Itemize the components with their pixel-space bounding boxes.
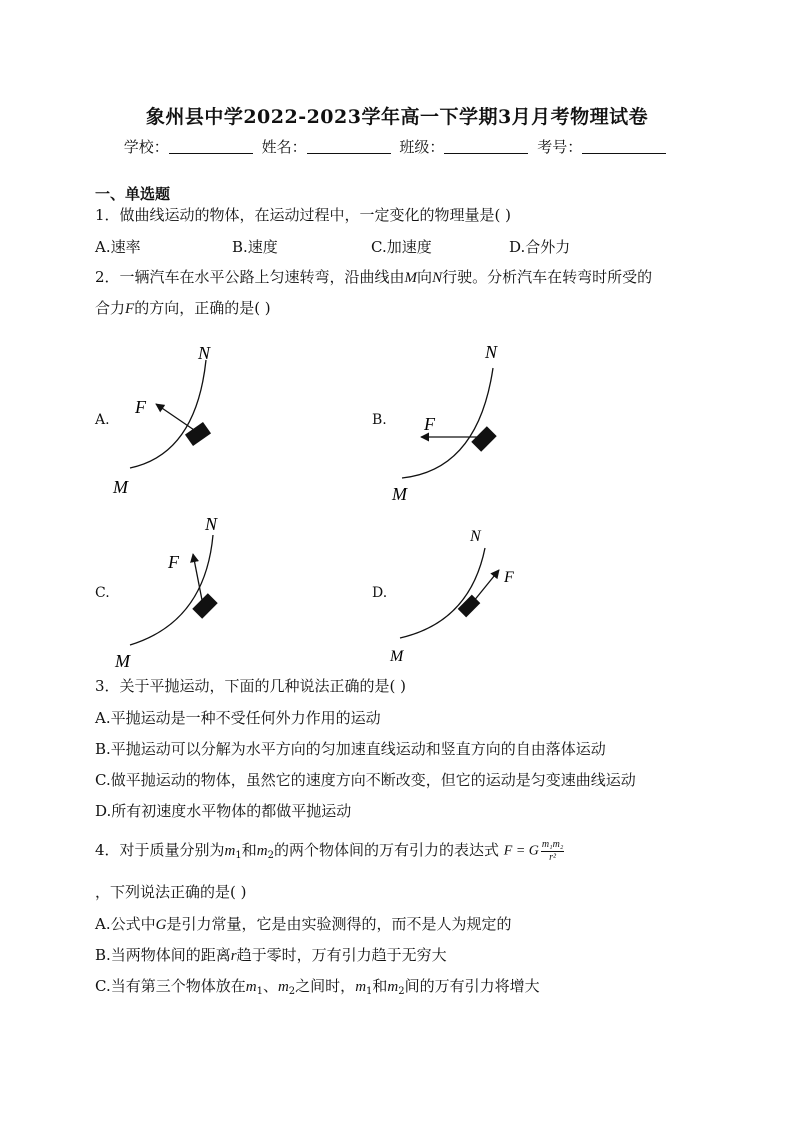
q1-option-c[interactable]: C.加速度 — [371, 238, 432, 256]
class-label: 班级： — [399, 138, 445, 156]
figure-label-b[interactable]: B. — [372, 412, 387, 428]
q3-option-d[interactable]: D.所有初速度水平物体的都做平抛运动 — [95, 802, 352, 820]
q1-option-a[interactable]: A.速率 — [95, 238, 141, 256]
gravitation-formula: F = G $\frac{\text{m₁m₂}}{\text{r²}}$ — [503, 838, 564, 863]
q4-option-a[interactable]: A.公式中G是引力常量，它是由实验测得的，而不是人为规定的 — [95, 915, 512, 933]
label-n-d: N — [470, 528, 481, 545]
exam-title: 象州县中学2022-2023学年高一下学期3月月考物理试卷 — [145, 106, 649, 128]
label-f-b: F — [424, 414, 435, 434]
q3-option-c[interactable]: C.做平抛运动的物体，虽然它的速度方向不断改变，但它的运动是匀变速曲线运动 — [95, 771, 636, 789]
q1-option-d[interactable]: D.合外力 — [509, 238, 571, 256]
section-heading: 一、单选题 — [95, 185, 171, 203]
figure-b — [391, 342, 498, 504]
q3-option-a[interactable]: A.平抛运动是一种不受任何外力作用的运动 — [95, 709, 381, 727]
q3-stem: 3．关于平抛运动，下面的几种说法正确的是( ) — [95, 677, 407, 695]
figure-label-a[interactable]: A. — [95, 412, 110, 428]
q1-stem: 1．做曲线运动的物体，在运动过程中，一定变化的物理量是( ) — [95, 206, 512, 224]
q4-stem-line2: ，下列说法正确的是( ) — [95, 883, 247, 901]
curve-d — [400, 548, 485, 638]
number-label: 考号： — [537, 138, 583, 156]
label-m-b: M — [392, 484, 407, 504]
figure-a — [112, 343, 211, 497]
name-label: 姓名： — [261, 138, 307, 156]
q3-option-b[interactable]: B.平抛运动可以分解为水平方向的匀加速直线运动和竖直方向的自由落体运动 — [95, 740, 606, 758]
figure-d — [389, 528, 514, 665]
force-arrow-c — [193, 554, 202, 600]
label-n-a: N — [198, 343, 211, 363]
label-f-d: F — [504, 569, 514, 586]
q2-stem-line2: 合力F的方向，正确的是( ) — [95, 299, 271, 317]
figure-c — [114, 514, 218, 671]
q4-option-b[interactable]: B.当两物体间的距离r趋于零时，万有引力趋于无穷大 — [95, 946, 447, 964]
q2-stem-line1: 2．一辆汽车在水平公路上匀速转弯，沿曲线由M向N行驶。分析汽车在转弯时所受的 — [95, 268, 653, 286]
q1-option-b[interactable]: B.速度 — [232, 238, 278, 256]
school-label: 学校： — [123, 138, 169, 156]
figure-label-c[interactable]: C. — [95, 585, 110, 601]
label-n-b: N — [485, 342, 498, 362]
label-m-d: M — [390, 648, 404, 665]
car-b — [471, 426, 496, 451]
figure-label-d[interactable]: D. — [372, 585, 388, 601]
label-m-a: M — [113, 477, 128, 497]
car-c — [192, 593, 217, 618]
label-n-c: N — [205, 514, 218, 534]
label-f-a: F — [135, 397, 146, 417]
q4-option-c[interactable]: C.当有第三个物体放在$m_1$、$m_2$之间时，$m_1$和$m_2$间的万有引力将增大 — [95, 977, 540, 997]
label-m-c: M — [115, 651, 130, 671]
label-f-c: F — [168, 552, 179, 572]
curve-b — [402, 368, 493, 478]
q4-stem-line1: 4．对于质量分别为$m_1$和$m_2$的两个物体间的万有引力的表达式 F = G $\frac{\text{m₁m₂}}{\text{r²}}$ — [95, 838, 564, 863]
car-a — [185, 422, 211, 446]
